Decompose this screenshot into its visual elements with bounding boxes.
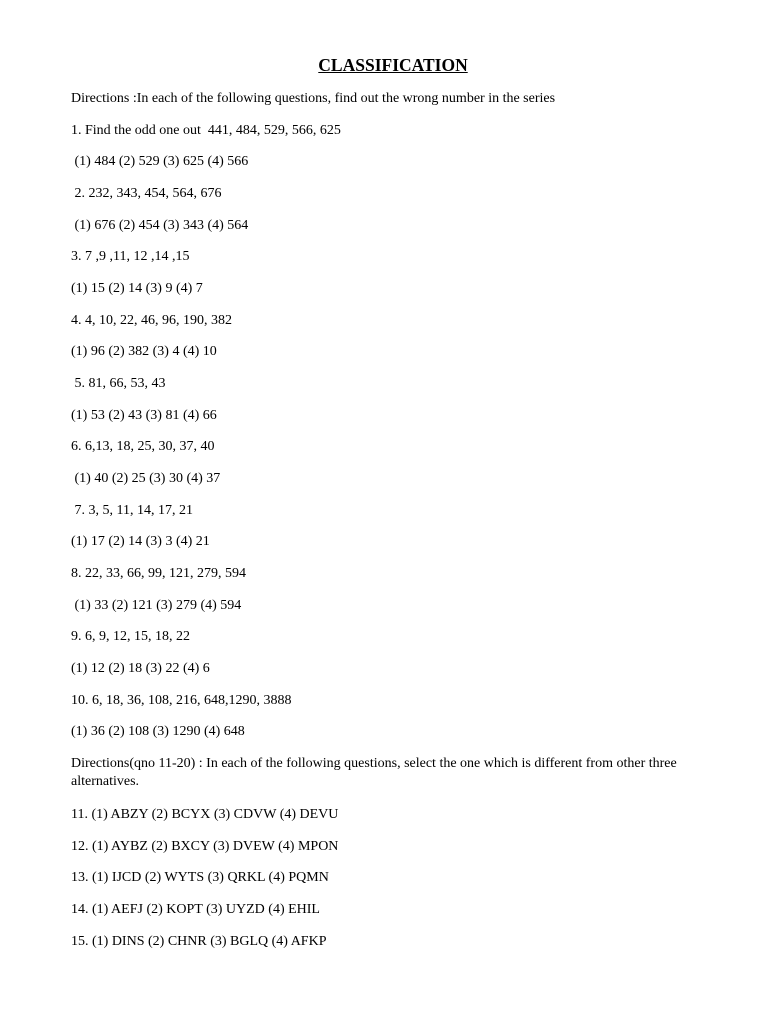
options-2: (1) 676 (2) 454 (3) 343 (4) 564 (71, 218, 249, 233)
directions-2: Directions(qno 11-20) : In each of the following questions, select the one which is different from other three alternatives. (71, 756, 677, 789)
question-3: 3. 7 ,9 ,11, 12 ,14 ,15 (71, 249, 190, 264)
question-14: 14. (1) AEFJ (2) KOPT (3) UYZD (4) EHIL (71, 902, 320, 917)
question-1: 1. Find the odd one out 441, 484, 529, 566, 625 (71, 123, 341, 138)
options-5: (1) 53 (2) 43 (3) 81 (4) 66 (71, 408, 217, 423)
question-11: 11. (1) ABZY (2) BCYX (3) CDVW (4) DEVU (71, 807, 339, 822)
question-10: 10. 6, 18, 36, 108, 216, 648,1290, 3888 (71, 693, 292, 708)
question-6: 6. 6,13, 18, 25, 30, 37, 40 (71, 439, 215, 454)
options-3: (1) 15 (2) 14 (3) 9 (4) 7 (71, 281, 203, 296)
options-8: (1) 33 (2) 121 (3) 279 (4) 594 (71, 598, 242, 613)
question-7: 7. 3, 5, 11, 14, 17, 21 (71, 503, 193, 518)
options-4: (1) 96 (2) 382 (3) 4 (4) 10 (71, 344, 217, 359)
directions-1: Directions :In each of the following questions, find out the wrong number in the series (71, 91, 556, 106)
question-12: 12. (1) AYBZ (2) BXCY (3) DVEW (4) MPON (71, 839, 339, 854)
question-2: 2. 232, 343, 454, 564, 676 (71, 186, 222, 201)
page-title: CLASSIFICATION (318, 55, 468, 75)
options-10: (1) 36 (2) 108 (3) 1290 (4) 648 (71, 724, 245, 739)
options-7: (1) 17 (2) 14 (3) 3 (4) 21 (71, 534, 210, 549)
question-15: 15. (1) DINS (2) CHNR (3) BGLQ (4) AFKP (71, 934, 327, 949)
options-1: (1) 484 (2) 529 (3) 625 (4) 566 (71, 154, 249, 169)
options-6: (1) 40 (2) 25 (3) 30 (4) 37 (71, 471, 221, 486)
question-4: 4. 4, 10, 22, 46, 96, 190, 382 (71, 313, 232, 328)
question-8: 8. 22, 33, 66, 99, 121, 279, 594 (71, 566, 246, 581)
options-9: (1) 12 (2) 18 (3) 22 (4) 6 (71, 661, 210, 676)
question-9: 9. 6, 9, 12, 15, 18, 22 (71, 629, 190, 644)
question-5: 5. 81, 66, 53, 43 (71, 376, 166, 391)
question-13: 13. (1) IJCD (2) WYTS (3) QRKL (4) PQMN (71, 870, 329, 885)
